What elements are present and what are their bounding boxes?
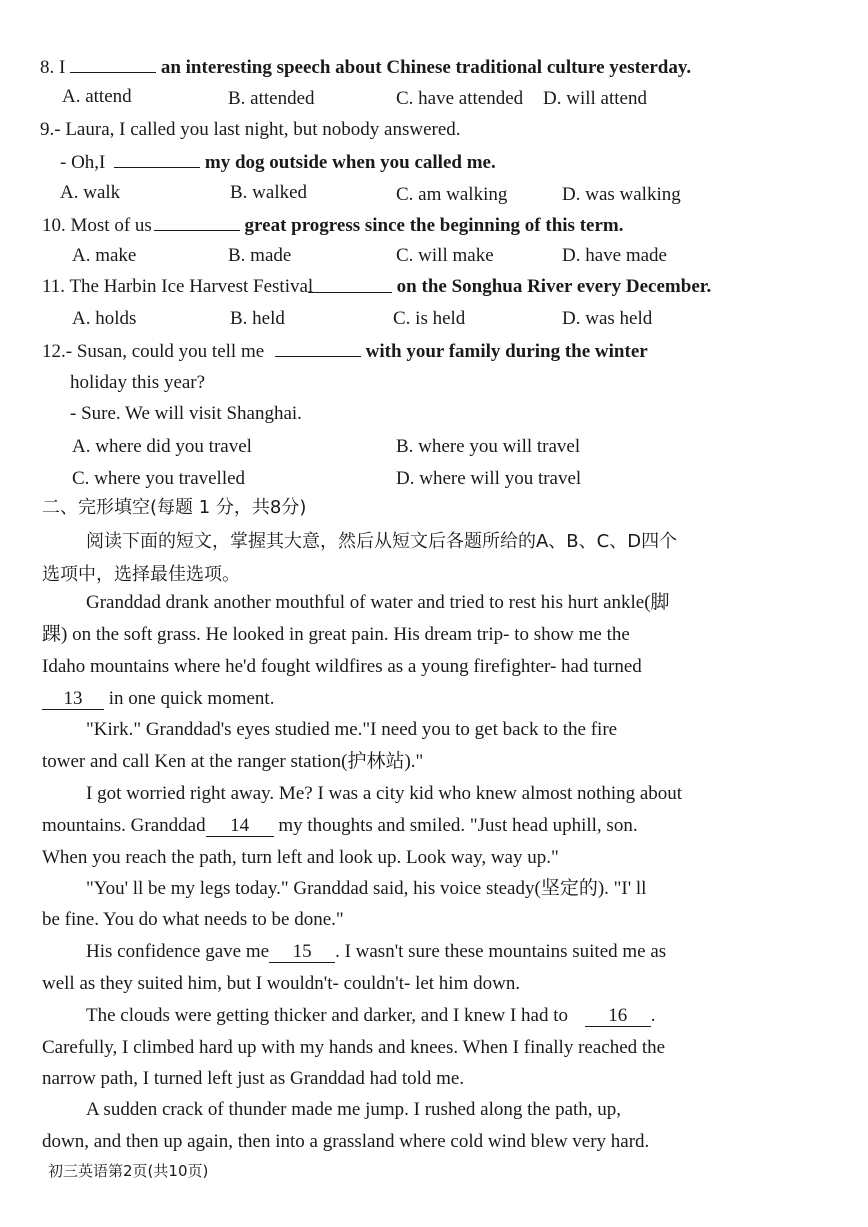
option-b: B. where you will travel: [396, 436, 581, 457]
gap-14: 14: [206, 816, 274, 837]
answer-blank: [154, 212, 240, 231]
option-a: A. holds: [72, 308, 137, 329]
passage-line: When you reach the path, turn left and look up. Look way, way up.": [42, 847, 559, 868]
option-a: A. make: [72, 245, 137, 266]
passage-line: Carefully, I climbed hard up with my hands and knees. When I finally reached the: [42, 1037, 666, 1058]
passage-line: well as they suited him, but I wouldn't- couldn't- let him down.: [42, 973, 521, 994]
option-b: B. walked: [230, 182, 308, 203]
section-title: 二、完形填空(每题 1 分，共8分): [42, 497, 307, 518]
question-10-stem: 10. Most of us great progress since the beginning of this term.: [42, 212, 623, 239]
page-footer: 初三英语第2页(共10页): [48, 1162, 209, 1180]
option-a: A. where did you travel: [72, 436, 252, 457]
option-d: D. was held: [562, 308, 653, 329]
question-9-reply: - Oh,I my dog outside when you called me.: [60, 149, 496, 176]
gap-15: 15: [269, 942, 335, 963]
passage-line: mountains. Granddad 14 my thoughts and smiled. "Just head uphill, son.: [42, 815, 638, 836]
passage-line: be fine. You do what needs to be done.": [42, 909, 344, 930]
passage-line: His confidence gave me 15 . I wasn't sure these mountains suited me as: [86, 941, 667, 962]
passage-line: 13 in one quick moment.: [42, 686, 274, 712]
section-instruction-cont: 选项中，选择最佳选项。: [42, 564, 240, 585]
gap-16: 16: [585, 1006, 651, 1027]
question-11-stem: 11. The Harbin Ice Harvest Festival on the Songhua River every December.: [42, 276, 712, 297]
option-d: D. where will you travel: [396, 468, 582, 489]
question-12-stem: 12.- Susan, could you tell me with your family during the winter: [42, 338, 648, 365]
passage-line: "You' ll be my legs today." Granddad said, his voice steady(坚定的). "I' ll: [86, 878, 647, 899]
option-a: A. walk: [60, 182, 121, 203]
passage-line: A sudden crack of thunder made me jump. I rushed along the path, up,: [86, 1099, 622, 1120]
option-a: A. attend: [62, 86, 132, 107]
answer-blank: [275, 338, 361, 357]
passage-line: Idaho mountains where he'd fought wildfires as a young firefighter- had turned: [42, 656, 642, 677]
option-c: C. will make: [396, 245, 494, 266]
option-c: C. where you travelled: [72, 468, 246, 489]
option-d: D. was walking: [562, 184, 681, 205]
answer-blank: [114, 149, 200, 168]
gap-13: 13: [42, 689, 104, 710]
option-d: D. will attend: [543, 88, 647, 109]
passage-line: down, and then up again, then into a grassland where cold wind blew very hard.: [42, 1131, 650, 1152]
question-12-line2: holiday this year?: [70, 372, 206, 393]
option-d: D. have made: [562, 245, 667, 266]
section-instruction: 阅读下面的短文，掌握其大意，然后从短文后各题所给的A、B、C、D四个: [86, 531, 678, 552]
option-c: C. have attended: [396, 88, 524, 109]
question-9-stem: 9.- Laura, I called you last night, but nobody answered.: [40, 119, 461, 140]
question-8-stem: 8. I an interesting speech about Chinese traditional culture yesterday.: [40, 54, 691, 81]
option-c: C. is held: [393, 308, 466, 329]
passage-line: "Kirk." Granddad's eyes studied me."I need you to get back to the fire: [86, 719, 618, 740]
passage-line: I got worried right away. Me? I was a city kid who knew almost nothing about: [86, 783, 683, 804]
option-b: B. held: [230, 308, 285, 329]
passage-line: narrow path, I turned left just as Granddad had told me.: [42, 1068, 465, 1089]
option-b: B. attended: [228, 88, 315, 109]
passage-line: tower and call Ken at the ranger station(护林站).": [42, 751, 424, 772]
passage-line: The clouds were getting thicker and darker, and I knew I had to 16 .: [86, 1005, 656, 1026]
option-c: C. am walking: [396, 184, 508, 205]
answer-blank: [70, 54, 156, 73]
passage-line: 踝) on the soft grass. He looked in great pain. His dream trip- to show me the: [42, 624, 630, 645]
answer-blank: l: [308, 274, 392, 293]
passage-line: Granddad drank another mouthful of water and tried to rest his hurt ankle(脚: [86, 592, 670, 613]
option-b: B. made: [228, 245, 292, 266]
question-12-reply: - Sure. We will visit Shanghai.: [70, 403, 302, 424]
